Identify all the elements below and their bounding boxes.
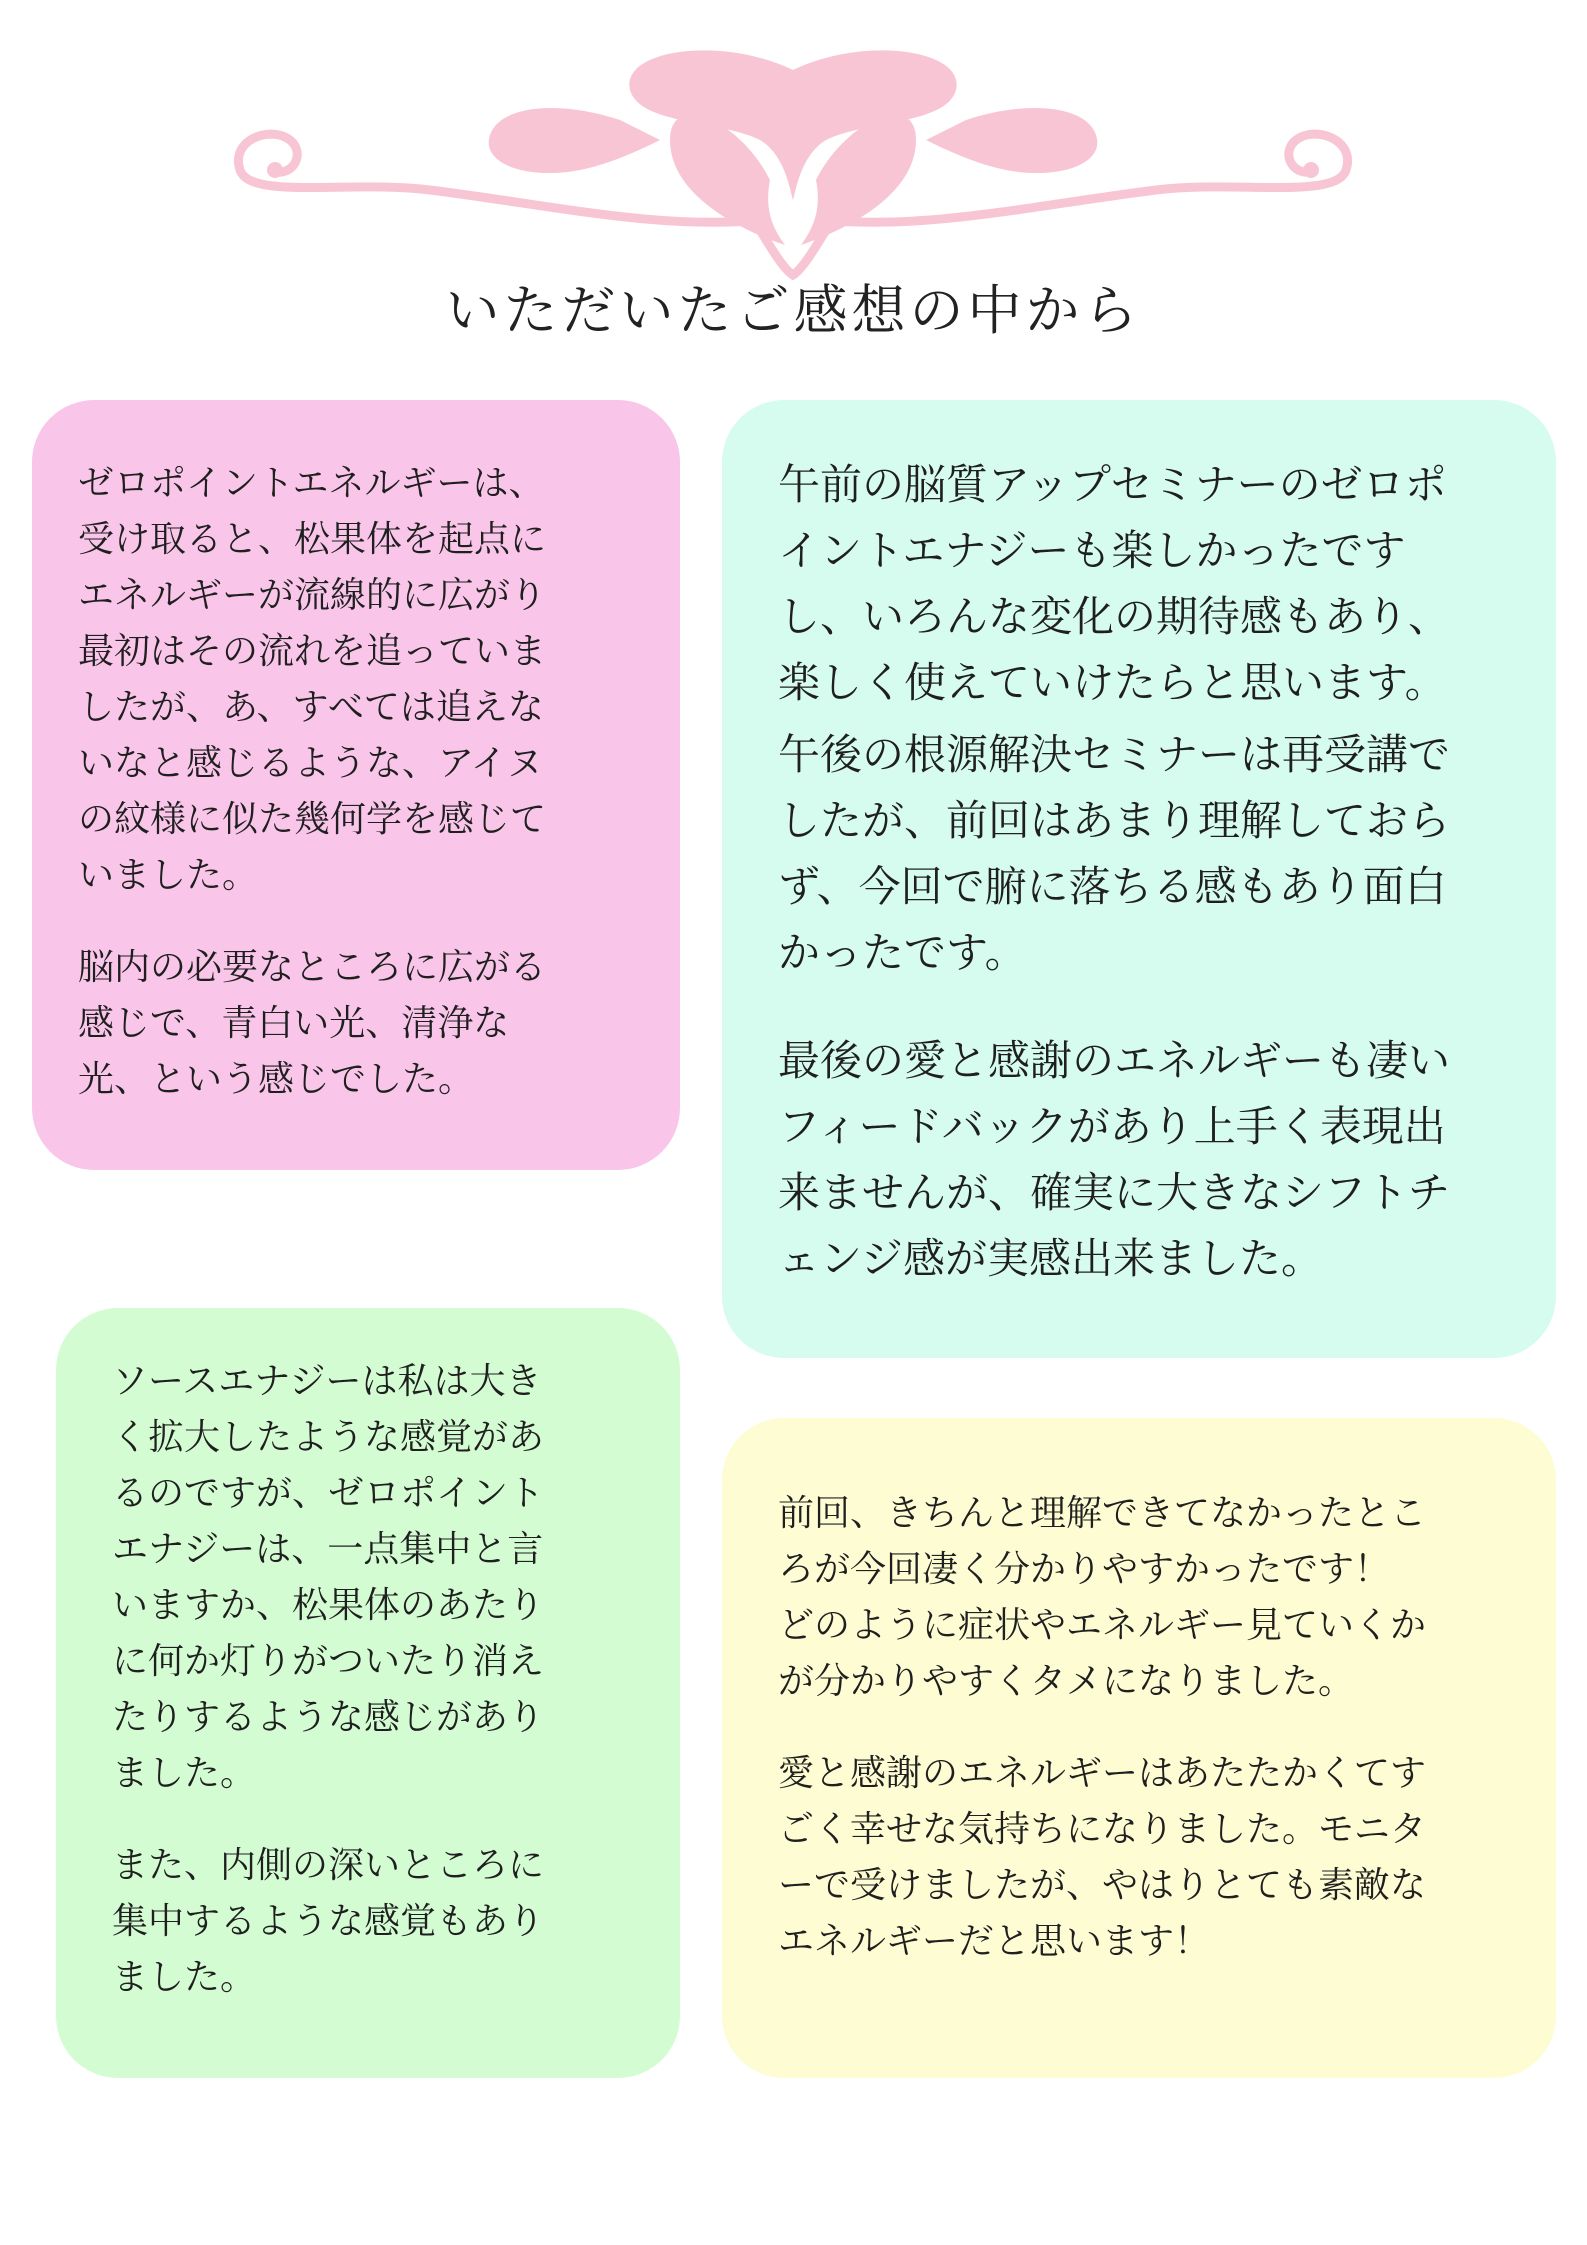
testimonial-paragraph: 最後の愛と感謝のエネルギーも凄い フィードバックがあり上手く表現出 来ませんが、確実に大きなシフトチ ェンジ感が実感出来ました。 <box>778 1036 1451 1283</box>
testimonial-card-cyan <box>722 400 1556 1358</box>
page-title: いただいたご感想の中から <box>445 279 1142 342</box>
testimonial-paragraph: 午前の脳質アップセミナーのゼロポ イントエナジーも楽しかったです し、いろんな変化の期待感もあり、 楽しく使えていけたらと思います。 <box>778 460 1451 707</box>
testimonial-paragraph: 午後の根源解決セミナーは再受講で したが、前回はあまり理解しておら ず、今回で腑に落ちる感もあり面白 かったです。 <box>778 730 1451 977</box>
testimonial-card-pink <box>32 400 680 1170</box>
testimonial-card-yellow <box>722 1418 1556 2078</box>
testimonial-paragraph: また、内側の深いところに 集中するような感覚もあり ました。 <box>112 1845 545 1998</box>
testimonial-paragraph: ソースエナジーは私は大き く拡大したような感覚があ るのですが、ゼロポイント エナジーは、一点集中と言 いますか、松果体のあたり に何か灯りがついたり消え たりするような感じがあり ました。 <box>112 1361 545 1794</box>
testimonial-paragraph: 前回、きちんと理解できてなかったとこ ろが今回凄く分かりやすかったです！ どのように症状やエネルギー見ていくか が分かりやすくタメになりました。 <box>778 1493 1427 1702</box>
testimonial-paragraph: 脳内の必要なところに広がる 感じで、青白い光、清浄な 光、という感じでした。 <box>78 947 547 1100</box>
testimonial-paragraph: 愛と感謝のエネルギーはあたたかくてす ごく幸せな気持ちになりました。モニタ ーで受けましたが、やはりとても素敵な エネルギーだと思います！ <box>778 1753 1427 1962</box>
flourish-ornament-icon <box>200 30 1387 280</box>
testimonial-paragraph: ゼロポイントエネルギーは、 受け取ると、松果体を起点に エネルギーが流線的に広がり 最初はその流れを追っていま したが、あ、すべては追えな いなと感じるような、アイヌ の紋様に似た幾何学を感じて いました。 <box>78 463 547 896</box>
testimonial-card-green <box>56 1308 680 2078</box>
